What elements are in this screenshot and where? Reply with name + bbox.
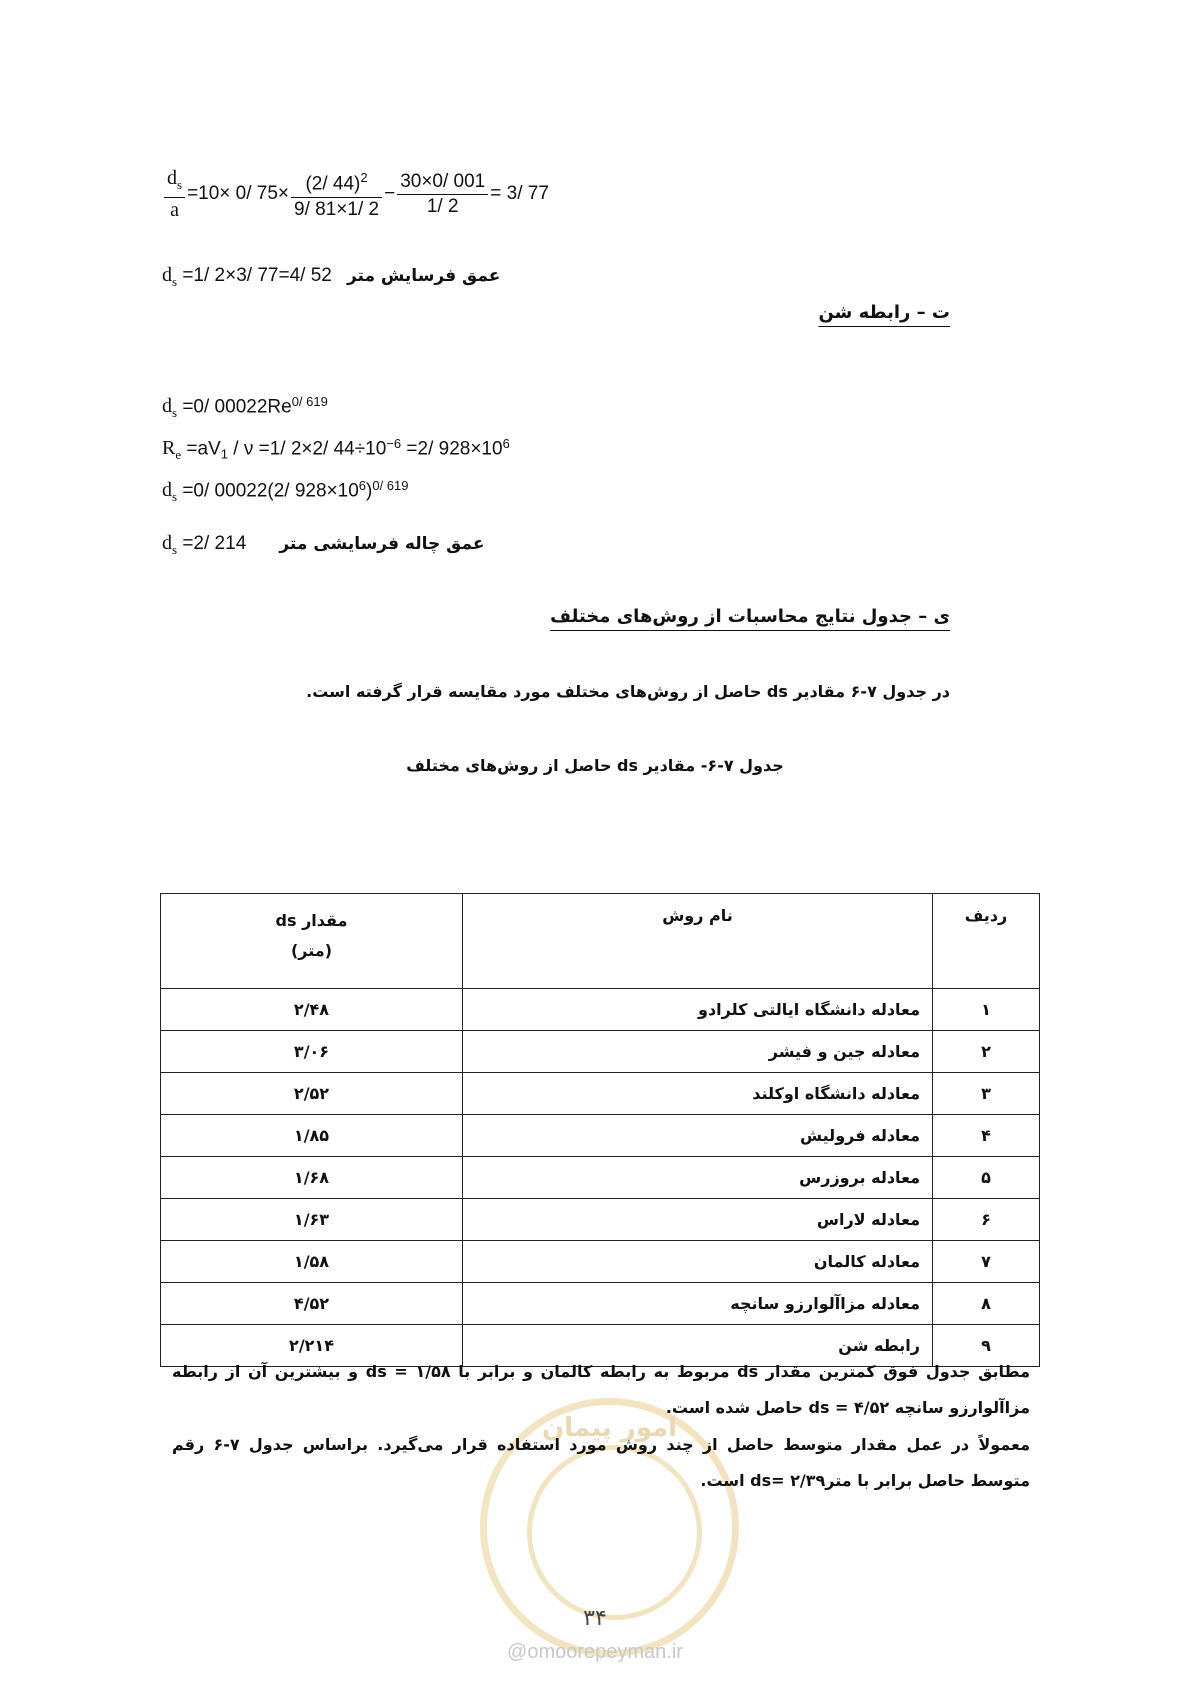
row-method: معادله بروزرس: [463, 1157, 933, 1199]
intro-paragraph: در جدول ۷-۶ مقادیر ds حاصل از روش‌های مختلف مورد مقایسه قرار گرفته است.: [306, 682, 950, 701]
row-value: ۱/۸۵: [161, 1115, 463, 1157]
row-index: ۴: [933, 1115, 1040, 1157]
section-heading-y: ی – جدول نتایج محاسبات از روش‌های مختلف: [550, 606, 950, 627]
eq1-lhs-fraction: $\frac{d_s}{a}$: [164, 166, 185, 222]
row-value: ۳/۰۶: [161, 1031, 463, 1073]
header-index: ردیف: [933, 894, 1040, 989]
row-method: معادله جین و فیشر: [463, 1031, 933, 1073]
eq2-label: عمق فرسایش متر: [346, 266, 501, 286]
row-method: معادله فرولیش: [463, 1115, 933, 1157]
equation-3: $d_s =0/$ $00022Re^{0/ 619}$: [162, 394, 328, 421]
equation-4: $R_e =aV_1 / \nu =1/$ 2×2/ $44\div 10^{-6} =2/$ $928\times 10^6$: [162, 436, 510, 463]
row-value: ۲/۴۸: [161, 989, 463, 1031]
table-row: [161, 989, 1040, 1031]
header-value: مقدار ds (متر): [161, 894, 463, 989]
row-index: ۹: [933, 1325, 1040, 1367]
row-value: ۱/۵۸: [161, 1241, 463, 1283]
eq1-minus: −: [384, 183, 396, 205]
row-index: ۲: [933, 1031, 1040, 1073]
watermark-text: امور پیمان: [541, 1413, 678, 1443]
site-watermark: @omoorepeyman.ir: [507, 1641, 683, 1663]
table-row: [161, 1157, 1040, 1199]
row-index: ۵: [933, 1157, 1040, 1199]
equation-6: $d_s =2/$ 214 عمق چاله فرسایشی متر: [162, 532, 485, 557]
row-index: ۸: [933, 1283, 1040, 1325]
table-row: [161, 1115, 1040, 1157]
table-row: [161, 1073, 1040, 1115]
equation-1: [162, 166, 549, 222]
conclusion-paragraph-2: معمولاً در عمل مقدار متوسط حاصل از چند روش مورد استفاده قرار می‌گیرد. براساس جدول ۷-۶ رقم متوسط حاصل برابر با متر۲/۳۹ =ds است.: [172, 1435, 1030, 1490]
row-method: معادله دانشگاه ایالتی کلرادو: [463, 989, 933, 1031]
section-heading-t: ت – رابطه شن: [818, 302, 950, 323]
row-value: ۱/۶۸: [161, 1157, 463, 1199]
table-row: [161, 1241, 1040, 1283]
table-row: [161, 1199, 1040, 1241]
row-method: معادله لاراس: [463, 1199, 933, 1241]
table-row: [161, 1283, 1040, 1325]
row-value: ۲/۲۱۴: [161, 1325, 463, 1367]
conclusion-paragraph-1: مطابق جدول فوق کمترین مقدار ds مربوط به رابطه کالمان و برابر با ds = ۱/۵۸ و بیشترین آن از رابطه مزاآلوارزو سانچه ds = ۴/۵۲ حاصل شده است.: [172, 1362, 1031, 1417]
row-index: ۳: [933, 1073, 1040, 1115]
row-value: ۲/۵۲: [161, 1073, 463, 1115]
results-table: [160, 893, 1040, 1367]
eq1-result: = 3/ 77: [490, 183, 549, 205]
row-index: ۶: [933, 1199, 1040, 1241]
eq1-fraction-2: $\frac{30\times 0/ 001}{1/ 2}$: [397, 170, 488, 219]
row-value: ۴/۵۲: [161, 1283, 463, 1325]
row-method: معادله کالمان: [463, 1241, 933, 1283]
equation-5: $d_s =0/$ 00022(2/ $928\times 10^6)^{0/ 619}$: [162, 478, 409, 505]
row-method: معادله مزاآلوارزو سانچه: [463, 1283, 933, 1325]
row-value: ۱/۶۳: [161, 1199, 463, 1241]
row-index: ۱: [933, 989, 1040, 1031]
table-caption: جدول ۷-۶- مقادیر ds حاصل از روش‌های مختلف: [406, 756, 784, 775]
eq6-label: عمق چاله فرسایشی متر: [279, 534, 485, 554]
header-method: نام روش: [463, 894, 933, 989]
row-method: معادله دانشگاه اوکلند: [463, 1073, 933, 1115]
row-method: رابطه شن: [463, 1325, 933, 1367]
row-index: ۷: [933, 1241, 1040, 1283]
equation-2: $d_s =1/$ 2×3/ 77=4/ 52 عمق فرسایش متر: [162, 264, 501, 289]
page-number: ۳۴: [583, 1606, 607, 1631]
eq1-term1: =10× 0/ 75×: [187, 183, 290, 205]
eq1-fraction-1: $\frac{(2/ 44)^2}{9/ 81\times 1/ 2}$: [291, 166, 382, 221]
table-row: [161, 1031, 1040, 1073]
table-header-row: [161, 894, 1040, 989]
